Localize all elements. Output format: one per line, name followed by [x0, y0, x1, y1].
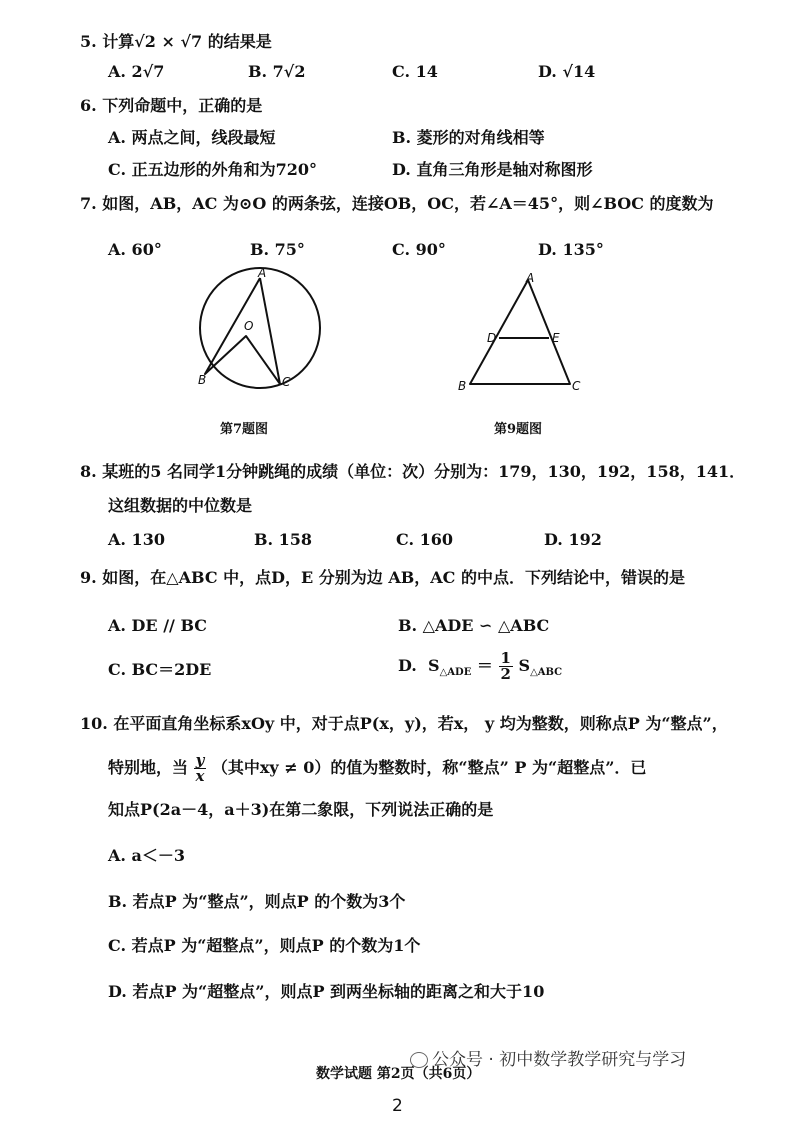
- q9-option-d-lhs: S: [428, 656, 440, 675]
- q9-option-d-lhs-sub: △ADE: [439, 667, 472, 679]
- q6-option-d: D. 直角三角形是轴对称图形: [392, 160, 593, 179]
- q10-line2: [108, 752, 646, 784]
- label-a: A: [526, 272, 535, 285]
- q6-option-b: B. 菱形的对角线相等: [392, 128, 545, 147]
- q7-option-a: A. 60°: [108, 240, 162, 259]
- q5-option-d: D. √14: [538, 62, 596, 81]
- q8-option-d: D. 192: [544, 530, 602, 549]
- label-b: B: [458, 379, 467, 393]
- q10-line2-pre: 特别地，当: [108, 758, 189, 777]
- q10-fraction-y-over-x: [194, 753, 207, 784]
- q7-option-b: B. 75°: [250, 240, 305, 259]
- circle-o: [200, 268, 320, 388]
- q9-option-a: A. DE // BC: [108, 616, 208, 635]
- q10-line2-post: （其中xy ≠ 0）的值为整数时，称“整点” P 为“超整点”．已: [211, 758, 647, 777]
- label-d: D: [487, 331, 497, 345]
- figure-9-caption: 第9题图: [494, 422, 543, 437]
- q9-option-c: C. BC＝2DE: [108, 660, 212, 679]
- figure-7-caption: 第7题图: [220, 422, 269, 437]
- q10-option-b: B. 若点P 为“整点”，则点P 的个数为3个: [108, 892, 406, 911]
- page-footer: 数学试题 第2页（共6页）: [316, 1066, 481, 1082]
- q10-option-c: C. 若点P 为“超整点”，则点P 的个数为1个: [108, 936, 421, 955]
- q6-option-a: A. 两点之间，线段最短: [108, 128, 276, 147]
- q5-option-c: C. 14: [392, 62, 438, 81]
- q8-option-b: B. 158: [254, 530, 313, 549]
- q9-option-d: [398, 650, 562, 689]
- q10-option-d: D. 若点P 为“超整点”，则点P 到两坐标轴的距离之和大于10: [108, 982, 545, 1001]
- q9-stem: 9. 如图，在△ABC 中，点D，E 分别为边 AB，AC 的中点．下列结论中，错误的是: [80, 568, 685, 587]
- q7-stem: 7. 如图，AB，AC 为⊙O 的两条弦，连接OB，OC，若∠A＝45°，则∠BOC 的度数为: [80, 194, 714, 213]
- q8-option-a: A. 130: [108, 530, 165, 549]
- q8-stem-line2: 这组数据的中位数是: [108, 496, 253, 515]
- q7-option-c: C. 90°: [392, 240, 446, 259]
- page-number: 2: [392, 1096, 403, 1116]
- fraction-numerator: 1: [500, 649, 511, 667]
- label-c: C: [572, 379, 581, 393]
- q5-option-a: A. 2√7: [108, 62, 165, 81]
- figure-9: [454, 272, 594, 394]
- label-e: E: [552, 331, 560, 345]
- q10-line1: 10. 在平面直角坐标系xOy 中，对于点P(x，y)，若x， y 均为整数，则称点P 为“整点”，: [80, 714, 728, 733]
- q9-option-d-label: D.: [398, 656, 417, 675]
- fraction-denominator: 2: [500, 665, 511, 683]
- q8-option-c: C. 160: [396, 530, 453, 549]
- q6-option-c: C. 正五边形的外角和为720°: [108, 160, 317, 179]
- fraction-numerator: y: [195, 751, 205, 769]
- q8-stem-line1: 8. 某班的5 名同学1分钟跳绳的成绩（单位：次）分别为：179，130，192，158，141．: [80, 462, 746, 481]
- q6-stem: 6. 下列命题中，正确的是: [80, 96, 263, 115]
- q9-option-d-eq: ＝: [476, 656, 493, 675]
- q5-stem: 5. 计算√2 × √7 的结果是: [80, 32, 272, 51]
- q9-option-d-rhs: S: [518, 656, 531, 675]
- fraction-denominator: x: [195, 767, 205, 785]
- label-b: B: [198, 373, 207, 387]
- figure-7: [190, 266, 330, 396]
- label-o: O: [244, 319, 254, 333]
- q10-line3: 知点P(2a－4，a＋3)在第二象限，下列说法正确的是: [108, 800, 494, 819]
- q10-option-a: A. a＜－3: [108, 846, 186, 865]
- q9-option-d-fraction: [499, 651, 513, 682]
- label-c: C: [282, 375, 291, 389]
- q5-option-b: B. 7√2: [248, 62, 306, 81]
- watermark-text: 公众号 · 初中数学教学研究与学习: [432, 1050, 687, 1070]
- q9-option-b: B. △ADE ∽ △ABC: [398, 616, 550, 635]
- label-a: A: [258, 266, 267, 280]
- q9-option-d-rhs-sub: △ABC: [530, 667, 563, 679]
- q7-option-d: D. 135°: [538, 240, 604, 259]
